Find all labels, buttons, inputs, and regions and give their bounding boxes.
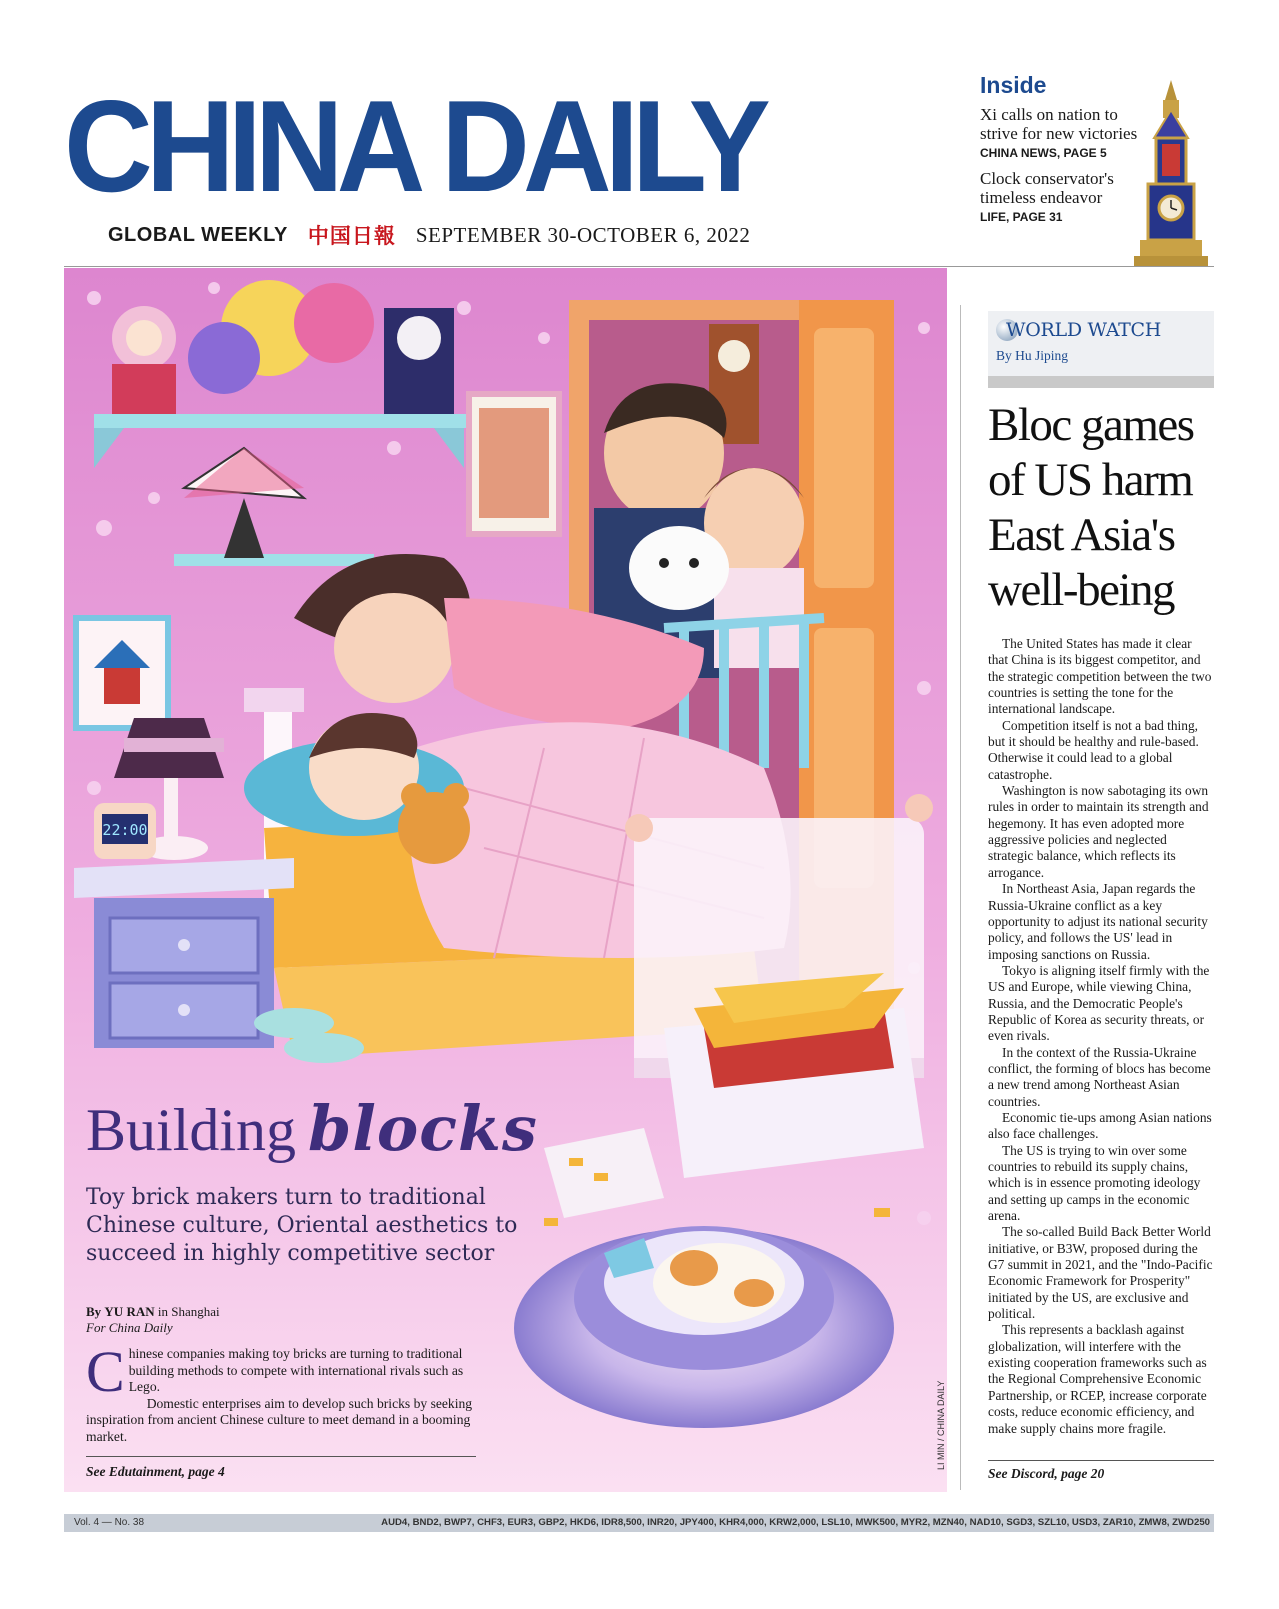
illustration-credit: LI MIN / CHINA DAILY <box>936 1380 946 1470</box>
lead-headline-word: Building <box>86 1097 297 1163</box>
body-paragraph: Competition itself is not a bad thing, but it should be healthy and rule-based. Otherwise it could lead to a global catastrophe. <box>988 717 1199 782</box>
world-watch-headline: Bloc games of US harm East Asia's well-being <box>988 399 1194 616</box>
byline-org: For China Daily <box>86 1320 173 1335</box>
lead-byline <box>86 1304 220 1336</box>
volume-number: Vol. 4 — No. 38 <box>74 1517 145 1528</box>
column-divider <box>960 305 961 1490</box>
inside-item-ref: CHINA NEWS, PAGE 5 <box>980 146 1107 160</box>
body-paragraph: In Northeast Asia, Japan regards the Russia-Ukraine conflict as a key opportunity to adjust its national security policy, and follows the US' lead in imposing sanctions on Russia. <box>988 881 1208 962</box>
antique-clock-image <box>1130 80 1212 268</box>
lower-shelf <box>174 554 374 566</box>
body-paragraph: This represents a backlash against globalization, will interfere with the existing cooperation frameworks such as the Regional Comprehensive Economic Partnership, or RCEP, increase corporate costs, reduce economic efficiency, and make supply chains more fragile. <box>988 1322 1207 1436</box>
inside-item-headline[interactable]: Clock conservator's timeless endeavor <box>980 169 1114 207</box>
lead-jump-link[interactable]: See Edutainment, page 4 <box>86 1464 225 1479</box>
inside-heading: Inside <box>980 72 1047 98</box>
body-paragraph: The so-called Build Back Better World initiative, or B3W, proposed during the G7 summit in 2021, and the "Indo-Pacific Economic Framework for Prosperity" initiated by the US, are exclusive and political. <box>988 1224 1213 1322</box>
lead-rule <box>86 1456 476 1457</box>
body-paragraph: Washington is now sabotaging its own rules in order to maintain its strength and hegemony. It has even adopted more aggressive policies and neglected strategic balance, which reflects its arrogance. <box>988 783 1209 880</box>
lead-headline-script: blocks <box>308 1092 538 1165</box>
drop-cap: C <box>86 1339 125 1404</box>
issue-date: SEPTEMBER 30-OCTOBER 6, 2022 <box>415 222 751 247</box>
upper-shelf <box>94 414 474 428</box>
masthead-rule <box>64 266 1214 267</box>
inside-item-headline[interactable]: Xi calls on nation to strive for new victories <box>980 105 1138 143</box>
byline-name: YU RAN <box>104 1304 155 1319</box>
lead-body <box>86 1339 476 1445</box>
inside-item-ref: LIFE, PAGE 31 <box>980 210 1063 224</box>
body-paragraph: In the context of the Russia-Ukraine conflict, the forming of blocs has become a new trend among Northeast Asian countries. <box>988 1044 1211 1109</box>
lead-paragraph: Domestic enterprises aim to develop such bricks by seeking inspiration from ancient Chinese culture to meet demand in a booming market. <box>86 1395 473 1444</box>
chinese-title-seal: 中国日報 <box>307 224 396 248</box>
world-watch-bar <box>988 376 1214 388</box>
world-watch-body <box>988 636 1214 1437</box>
alarm-clock-display: 22:00 <box>102 821 148 839</box>
edition-label: GLOBAL WEEKLY <box>108 223 288 246</box>
lead-headline <box>86 1092 538 1165</box>
byline-location: in Shanghai <box>157 1304 220 1319</box>
lead-paragraph: hinese companies making toy bricks are turning to traditional building methods to compete with international rivals such as Lego. <box>128 1346 464 1394</box>
lead-deck: Toy brick makers turn to traditional Chinese culture, Oriental aesthetics to succeed in highly competitive sector <box>86 1185 518 1266</box>
body-paragraph: The United States has made it clear that China is its biggest competitor, and the strategic competition between the two countries is setting the tone for the international landscape. <box>988 636 1212 717</box>
body-paragraph: Economic tie-ups among Asian nations also face challenges. <box>988 1109 1212 1142</box>
world-watch-jump-link[interactable]: See Discord, page 20 <box>988 1466 1105 1481</box>
world-watch-byline: By Hu Jiping <box>996 348 1069 363</box>
world-watch-label: WORLD WATCH <box>1006 319 1162 341</box>
byline-prefix: By <box>86 1304 102 1319</box>
world-watch-rule <box>988 1460 1214 1461</box>
cover-prices: AUD4, BND2, BWP7, CHF3, EUR3, GBP2, HKD6, IDR8,500, INR20, JPY400, KHR4,000, KRW2,000, LSL10, MWK500, MYR2, MZN40, NAD10, SGD3, SZL10, USD3, ZAR10, ZMW8, ZWD250 <box>381 1517 1210 1528</box>
masthead-subline <box>108 220 750 250</box>
masthead-logo: CHINA DAILY <box>64 74 764 220</box>
white-dog <box>629 526 729 610</box>
body-paragraph: Tokyo is aligning itself firmly with the US and Europe, while viewing China, Russia, and the Democratic People's Republic of Korea as security threats, or even rivals. <box>988 962 1210 1044</box>
body-paragraph: The US is trying to win over some countries to rebuild its supply chains, which is in essence promoting ideology and setting up camps in the economic arena. <box>988 1142 1201 1224</box>
inside-teasers <box>980 72 1140 233</box>
